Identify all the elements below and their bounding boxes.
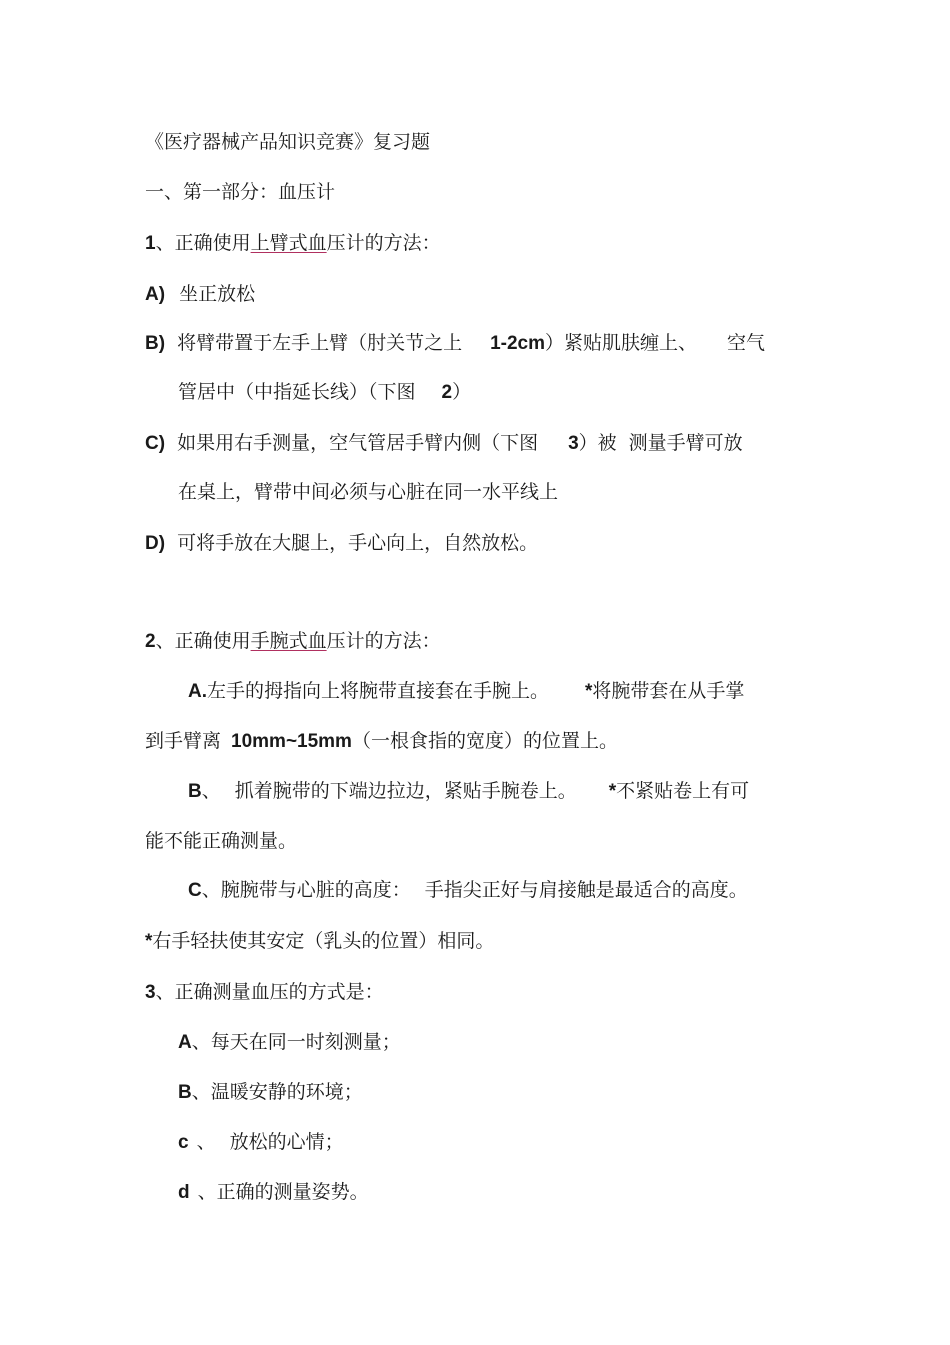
option-text: ）被	[578, 432, 617, 454]
question-number: 1	[145, 233, 156, 254]
q3-item-d	[178, 1180, 369, 1205]
figure-number: 2	[441, 382, 453, 403]
option-text: ）	[452, 381, 472, 403]
option-text: 空气	[727, 332, 766, 354]
option-label: A)	[145, 284, 166, 305]
question-3	[145, 980, 384, 1005]
q2-item-b-continuation: 能不能正确测量。	[145, 830, 298, 852]
q2-item-c-continuation	[145, 929, 494, 954]
question-text: 、正确使用	[155, 232, 251, 254]
option-label: C)	[145, 433, 166, 454]
question-text-end: 压计的方法：	[326, 232, 441, 254]
item-text: 、温暖安静的环境；	[191, 1081, 363, 1103]
item-text: 抓着腕带的下端边拉边，紧贴手腕卷上。	[234, 780, 577, 802]
note-asterisk: *	[145, 931, 153, 952]
option-text: 管居中（中指延长线）（下图	[178, 381, 416, 403]
item-text: 、正确的测量姿势。	[197, 1181, 369, 1203]
item-text: 、	[201, 780, 221, 802]
note-asterisk: *	[585, 681, 593, 702]
q3-item-b	[178, 1080, 363, 1105]
question-2	[145, 629, 441, 654]
item-text: 手指尖正好与肩接触是最适合的高度。	[424, 879, 748, 901]
question-text: 、正确使用	[155, 630, 251, 652]
note-asterisk: *	[608, 781, 617, 802]
question-text-end: 压计的方法：	[326, 630, 441, 652]
q3-item-a	[178, 1030, 401, 1055]
item-text: 、每天在同一时刻测量；	[191, 1031, 401, 1053]
q3-item-c	[178, 1130, 344, 1155]
item-label: c	[178, 1132, 189, 1153]
item-text: 、	[196, 1131, 216, 1153]
question-text: 、正确测量血压的方式是：	[155, 981, 384, 1003]
item-text: 左手的拇指向上将腕带直接套在手腕上。	[207, 680, 550, 702]
item-label: A	[178, 1032, 192, 1053]
item-label: A.	[188, 681, 207, 702]
part-heading: 一、第一部分：血压计	[145, 181, 336, 203]
item-text: 、腕腕带与心脏的高度：	[201, 879, 411, 901]
item-text: （一根食指的宽度）的位置上。	[351, 730, 618, 752]
item-label: C	[188, 880, 202, 901]
figure-number: 3	[568, 433, 579, 454]
item-label: B	[188, 781, 202, 802]
option-b-continuation	[178, 380, 471, 405]
question-1	[145, 231, 441, 256]
q2-item-a	[188, 679, 744, 704]
option-c-continuation: 在桌上，臂带中间必须与心脏在同一水平线上	[178, 481, 559, 503]
q2-item-c	[188, 878, 748, 903]
item-text: 不紧贴卷上有可	[616, 780, 750, 802]
question-number: 2	[145, 631, 156, 652]
item-label: d	[178, 1182, 190, 1203]
item-text: 到手臂离	[145, 730, 222, 752]
item-text: 右手轻扶使其安定（乳头的位置）相同。	[152, 930, 495, 952]
item-text: 放松的心情；	[229, 1131, 344, 1153]
q2-item-b	[188, 779, 749, 804]
option-text: 坐正放松	[179, 283, 256, 305]
option-d	[145, 531, 538, 556]
option-b	[145, 331, 765, 356]
option-text: 测量手臂可放	[628, 432, 743, 454]
term-wrist: 手腕式血	[250, 630, 327, 652]
term-upper-arm: 上臂式血	[250, 232, 327, 254]
measure-value: 10mm~15mm	[231, 731, 352, 752]
q2-item-a-continuation	[145, 729, 618, 754]
option-label: B)	[145, 333, 166, 354]
document-title: 《医疗器械产品知识竞赛》复习题	[145, 131, 431, 153]
measure-value: 1-2cm	[490, 333, 545, 354]
question-number: 3	[145, 982, 156, 1003]
option-text: ）紧贴肌肤缠上、	[545, 332, 698, 354]
option-text: 如果用右手测量，空气管居手臂内侧（下图	[177, 432, 539, 454]
option-c	[145, 431, 743, 456]
item-text: 将腕带套在从手掌	[592, 680, 745, 702]
option-text: 可将手放在大腿上，手心向上，自然放松。	[177, 532, 539, 554]
option-label: D)	[145, 533, 166, 554]
option-text: 将臂带置于左手上臂（肘关节之上	[177, 332, 463, 354]
option-a	[145, 282, 255, 307]
item-label: B	[178, 1082, 192, 1103]
